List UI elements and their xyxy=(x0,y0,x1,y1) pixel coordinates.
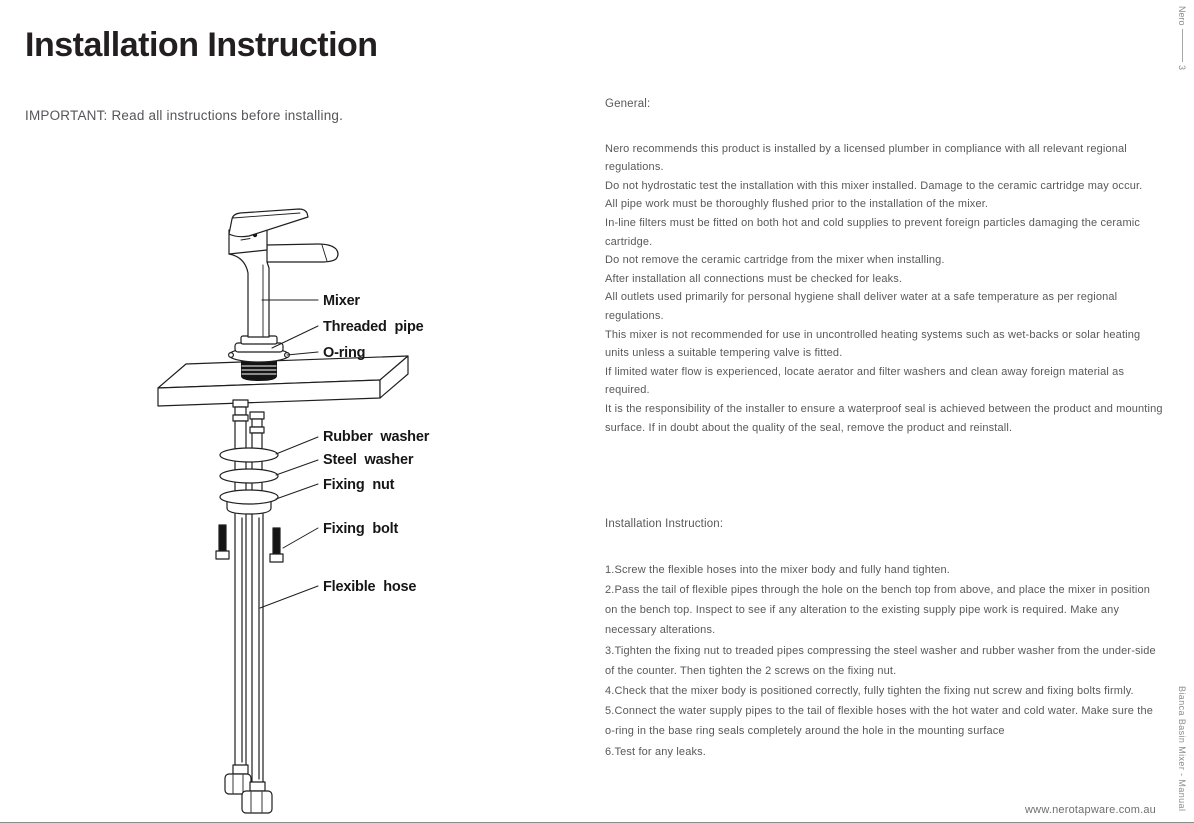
installation-step: 5.Connect the water supply pipes to the tail of flexible hoses with the hot water and cold water. Make sure the o-ring in the base ring seals completely around the hole in the mounting surface xyxy=(605,705,1154,738)
important-note: IMPORTANT: Read all instructions before installing. xyxy=(25,108,344,123)
faucet-illustration xyxy=(150,188,620,823)
general-paragraph: Do not hydrostatic test the installation with this mixer installed. Damage to the ceramic cartridge may occur. xyxy=(605,179,1143,192)
general-paragraph: In-line filters must be fitted on both hot and cold supplies to prevent foreign particles damaging the ceramic cartridge. xyxy=(605,216,1141,248)
website-url: www.nerotapware.com.au xyxy=(1025,804,1156,816)
brand-label: Nero xyxy=(1177,6,1187,26)
text-column xyxy=(605,95,1165,762)
installation-diagram xyxy=(150,188,620,823)
label-mixer: Mixer xyxy=(323,293,360,309)
general-paragraph: Nero recommends this product is installed by a licensed plumber in compliance with all relevant regional regulations. xyxy=(605,142,1127,174)
installation-steps xyxy=(605,560,1165,762)
general-paragraph: All pipe work must be thoroughly flushed prior to the installation of the mixer. xyxy=(605,198,989,211)
general-paragraph: Do not remove the ceramic cartridge from the mixer when installing. xyxy=(605,254,945,267)
label-steel-washer: Steel washer xyxy=(323,452,414,468)
installation-step: 1.Screw the flexible hoses into the mixer body and fully hand tighten. xyxy=(605,563,950,576)
general-paragraphs xyxy=(605,140,1165,438)
label-threaded-pipe: Threaded pipe xyxy=(323,319,424,335)
flexible-hose-part xyxy=(225,514,272,813)
label-rubber-washer: Rubber washer xyxy=(323,429,430,445)
general-paragraph: This mixer is not recommended for use in uncontrolled heating systems such as wet-backs or solar heating units unless a suitable tempering valve is fitted. xyxy=(605,328,1141,360)
page-number: 3 xyxy=(1177,64,1187,70)
spout xyxy=(267,244,338,262)
label-flexible-hose: Flexible hose xyxy=(323,579,417,595)
manual-edge-label: Bianca Basin Mixer - Manual xyxy=(1177,685,1187,811)
general-paragraph: If limited water flow is experienced, locate aerator and filter washers and clean away foreign material as required. xyxy=(605,365,1125,397)
installation-step: 3.Tighten the fixing nut to treaded pipes compressing the steel washer and rubber washer from the under-side of the counter. Then tighten the 2 screws on the fixing nut. xyxy=(605,644,1156,677)
steel-washer-part xyxy=(220,469,278,483)
general-paragraph: All outlets used primarily for personal hygiene shall deliver water at a safe temperature as per regional regulations. xyxy=(605,291,1118,322)
label-fixing-nut: Fixing nut xyxy=(323,477,395,493)
general-paragraph: It is the responsibility of the installer to ensure a waterproof seal is achieved between the product and mounting surface. If in doubt about the quality of the seal, remove the product and reinstall. xyxy=(605,402,1163,434)
label-fixing-bolt: Fixing bolt xyxy=(323,521,399,537)
edge-header xyxy=(1177,6,1187,70)
fixing-bolt-part xyxy=(216,525,283,562)
installation-step: 2.Pass the tail of flexible pipes through the hole on the bench top from above, and place the mixer in position on the bench top. Inspect to see if any alteration to the existing supply pipe work is required. Make any necessary alterations. xyxy=(605,583,1150,637)
installation-step: 4.Check that the mixer body is positioned correctly, fully tighten the fixing nut screw and fixing bolts firmly. xyxy=(605,684,1134,697)
rubber-washer-part xyxy=(220,448,278,462)
general-paragraph: After installation all connections must be checked for leaks. xyxy=(605,272,903,285)
general-heading: General: xyxy=(605,98,651,110)
label-o-ring: O-ring xyxy=(323,345,366,361)
edge-divider-line xyxy=(1182,29,1183,62)
installation-heading: Installation Instruction: xyxy=(605,518,724,531)
page-title: Installation Instruction xyxy=(25,26,378,64)
installation-step: 6.Test for any leaks. xyxy=(605,745,706,758)
